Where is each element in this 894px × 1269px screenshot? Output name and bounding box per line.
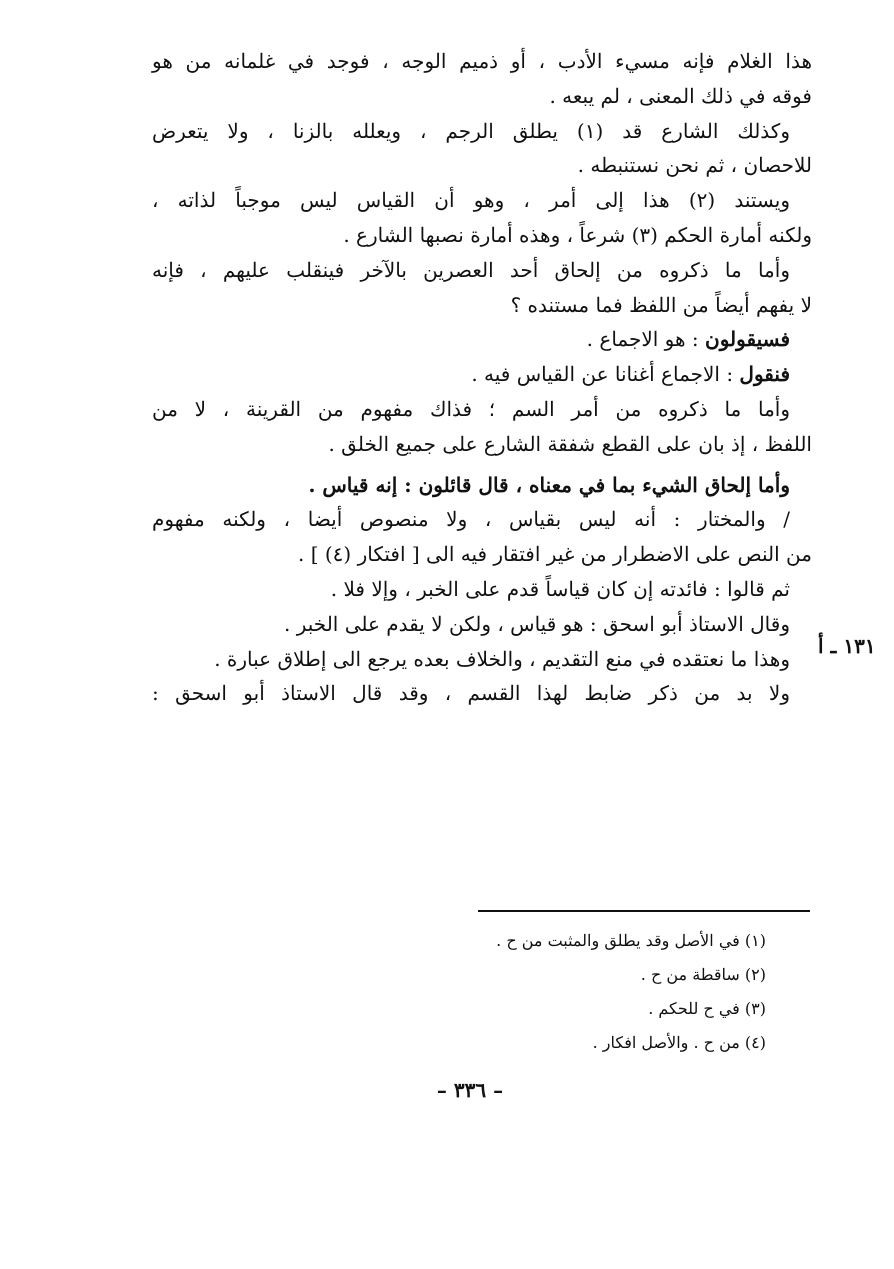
margin-folio-note: ١٣١ ـ أ [818,634,876,658]
footnote: (٤) من ح . والأصل افكار . [592,1033,766,1052]
text-line: وقال الاستاذ أبو اسحق : هو قياس ، ولكن لا يقدم على الخبر . [284,611,790,636]
text-line: وهذا ما نعتقده في منع التقديم ، والخلاف بعده يرجع الى إطلاق عبارة . [214,646,790,671]
footnote: (١) في الأصل وقد يطلق والمثبت من ح . [496,931,766,950]
dialogue-answer-text: : الاجماع أغنانا عن القياس فيه . [471,362,734,387]
text-line: ثم قالوا : فائدته إن كان قياساً قدم على الخبر ، وإلا فلا . [330,576,790,601]
text-line: فوقه في ذلك المعنى ، لم يبعه . [549,83,812,108]
text-line: ولا بد من ذكر ضابط لهذا القسم ، وقد قال الاستاذ أبو اسحق : [152,681,790,706]
footnote-divider [478,910,810,912]
page-number: – ٣٣٦ – [436,1078,504,1102]
dialogue-answer [152,357,812,392]
text-line: لا يفهم أيضاً من اللفظ فما مستنده ؟ [510,292,812,317]
text-line: وكذلك الشارع قد (١) يطلق الرجم ، ويعلله بالزنا ، ولا يتعرض [152,118,790,143]
footnote: (٣) في ح للحكم . [648,999,766,1018]
text-line: هذا الغلام فإنه مسيء الأدب ، أو ذميم الوجه ، فوجد في غلمانه من هو [152,49,812,73]
text-line: ويستند (٢) هذا إلى أمر ، وهو أن القياس ليس موجباً لذاته ، [152,188,790,213]
text-line: للاحصان ، ثم نحن نستنبطه . [577,153,812,178]
dialogue-answer-keyword: فنقول [739,362,790,387]
text-line: اللفظ ، إذ بان على القطع شفقة الشارع على جميع الخلق . [328,431,812,456]
section-heading: وأما إلحاق الشيء بما في معناه ، قال قائلون : إنه قياس . [308,472,790,497]
footnotes [420,924,766,1060]
text-line: وأما ما ذكروه من إلحاق أحد العصرين بالآخر فينقلب عليهم ، فإنه [152,257,790,282]
dialogue-question-text: : هو الاجماع . [586,327,699,352]
text-line: ولكنه أمارة الحكم (٣) شرعاً ، وهذه أمارة نصبها الشارع . [343,222,812,247]
text-line: من النص على الاضطرار من غير افتقار فيه الى [ افتكار (٤) ] . [297,542,812,567]
dialogue-question [152,322,812,357]
text-line: وأما ما ذكروه من أمر السم ؛ فذاك مفهوم من القرينة ، لا من [152,396,790,421]
text-line: / والمختار : أنه ليس بقياس ، ولا منصوص أيضا ، ولكنه مفهوم [152,507,790,532]
dialogue-question-keyword: فسيقولون [705,327,790,352]
main-text [152,44,812,711]
footnote: (٢) ساقطة من ح . [640,965,766,984]
